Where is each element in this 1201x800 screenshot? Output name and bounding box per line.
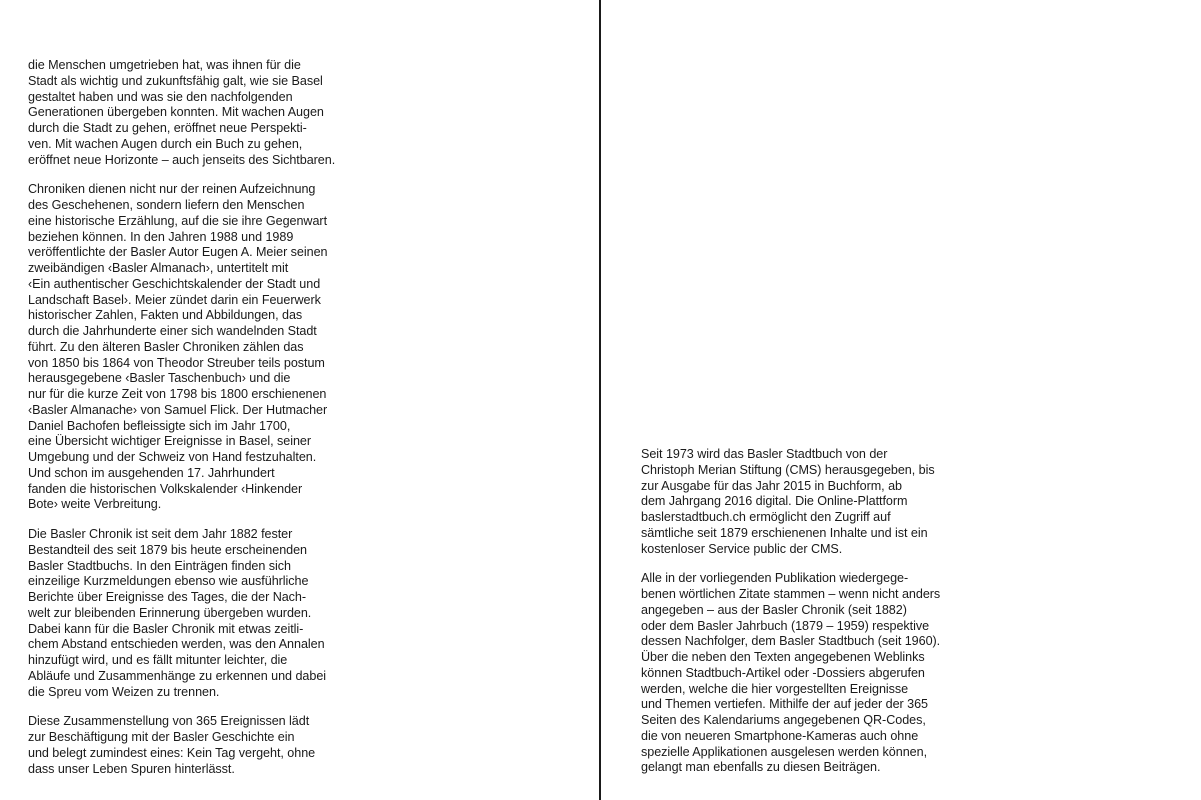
text-line: oder dem Basler Jahrbuch (1879 – 1959) respektive <box>641 618 930 633</box>
paragraph <box>28 714 358 777</box>
text-line: Daniel Bachofen befleissigte sich im Jahr 1700, <box>28 418 291 433</box>
text-line: eine Übersicht wichtiger Ereignisse in Basel, seiner <box>28 434 311 449</box>
text-line: zur Beschäftigung mit der Basler Geschichte ein <box>28 730 295 744</box>
paragraph <box>28 182 358 513</box>
text-line: dessen Nachfolger, dem Basler Stadtbuch (seit 1960). <box>641 634 941 649</box>
text-line: Abläufe und Zusammenhänge zu erkennen und dabei <box>28 668 327 683</box>
paragraph <box>641 571 971 776</box>
text-line: welt zur bleibenden Erinnerung übergeben wurden. <box>28 605 312 620</box>
text-line: durch die Stadt zu gehen, eröffnet neue Perspekti- <box>28 121 307 135</box>
text-line: werden, welche die hier vorgestellten Ereignisse <box>641 681 909 696</box>
text-line: Diese Zusammenstellung von 365 Ereignissen lädt <box>28 714 310 729</box>
text-line: veröffentlichte der Basler Autor Eugen A. Meier seinen <box>28 245 328 260</box>
text-line: ven. Mit wachen Augen durch ein Buch zu gehen, <box>28 136 303 151</box>
text-line: eröffnet neue Horizonte – auch jenseits des Sichtbaren. <box>28 152 336 167</box>
text-line: gelangt man ebenfalls zu diesen Beiträgen. <box>641 760 881 775</box>
text-line: zweibändigen ‹Basler Almanach›, untertitelt mit <box>28 261 289 275</box>
text-line: Stadt als wichtig und zukunftsfähig galt, wie sie Basel <box>28 73 323 88</box>
right-page <box>602 0 1201 800</box>
paragraph <box>28 58 358 168</box>
text-line: chem Abstand entschieden werden, was den Annalen <box>28 637 325 652</box>
text-line: führt. Zu den älteren Basler Chroniken zählen das <box>28 339 304 354</box>
text-line: ‹Ein authentischer Geschichtskalender der Stadt und <box>28 276 321 291</box>
paragraph <box>641 447 971 557</box>
text-line: Dabei kann für die Basler Chronik mit etwas zeitli- <box>28 621 304 636</box>
text-line: einzeilige Kurzmeldungen ebenso wie ausführliche <box>28 574 309 589</box>
text-line: gestaltet haben und was sie den nachfolgenden <box>28 89 293 104</box>
text-line: nur für die kurze Zeit von 1798 bis 1800 erschienenen <box>28 387 327 401</box>
text-line: des Geschehenen, sondern liefern den Menschen <box>28 198 305 212</box>
text-line: die Spreu vom Weizen zu trennen. <box>28 684 220 699</box>
text-line: Und schon im ausgehenden 17. Jahrhundert <box>28 465 275 480</box>
text-line: Berichte über Ereignisse des Tages, die der Nach- <box>28 590 307 604</box>
text-line: herausgegebene ‹Basler Taschenbuch› und die <box>28 371 291 386</box>
text-line: und Themen vertiefen. Mithilfe der auf jeder der 365 <box>641 697 928 712</box>
left-text-column <box>28 58 358 791</box>
text-line: dass unser Leben Spuren hinterlässt. <box>28 761 235 776</box>
text-line: sämtliche seit 1879 erschienenen Inhalte und ist ein <box>641 525 928 540</box>
text-line: die von neueren Smartphone-Kameras auch ohne <box>641 728 919 743</box>
text-line: kostenloser Service public der CMS. <box>641 541 843 556</box>
text-line: Umgebung und der Schweiz von Hand festzuhalten. <box>28 450 317 464</box>
left-page <box>0 0 599 800</box>
text-line: die Menschen umgetrieben hat, was ihnen für die <box>28 58 301 72</box>
text-line: spezielle Applikationen ausgelesen werden können, <box>641 744 928 759</box>
text-line: Seiten des Kalendariums angegebenen QR-Codes, <box>641 713 926 727</box>
text-line: Christoph Merian Stiftung (CMS) herausgegeben, bis <box>641 462 935 477</box>
text-line: Landschaft Basel›. Meier zündet darin ein Feuerwerk <box>28 292 321 307</box>
text-line: dem Jahrgang 2016 digital. Die Online-Plattform <box>641 494 908 509</box>
text-line: von 1850 bis 1864 von Theodor Streuber teils postum <box>28 355 325 370</box>
text-line: historischer Zahlen, Fakten und Abbildungen, das <box>28 308 303 323</box>
paragraph <box>28 527 358 700</box>
text-line: zur Ausgabe für das Jahr 2015 in Buchform, ab <box>641 478 902 493</box>
text-line: Die Basler Chronik ist seit dem Jahr 1882 fester <box>28 527 293 541</box>
text-line: Alle in der vorliegenden Publikation wiedergege- <box>641 571 909 586</box>
text-line: Generationen übergeben konnten. Mit wachen Augen <box>28 105 324 120</box>
text-line: Seit 1973 wird das Basler Stadtbuch von der <box>641 447 888 461</box>
text-line: können Stadtbuch-Artikel oder -Dossiers abgerufen <box>641 665 925 680</box>
text-line: Über die neben den Texten angegebenen Weblinks <box>641 650 925 664</box>
text-line: angegeben – aus der Basler Chronik (seit 1882) <box>641 602 907 617</box>
text-line: Bestandteil des seit 1879 bis heute erscheinenden <box>28 542 308 557</box>
text-line: eine historische Erzählung, auf die sie ihre Gegenwart <box>28 213 328 228</box>
text-line: benen wörtlichen Zitate stammen – wenn nicht anders <box>641 587 941 601</box>
text-line: durch die Jahrhunderte einer sich wandelnden Stadt <box>28 324 317 338</box>
text-line: Basler Stadtbuchs. In den Einträgen finden sich <box>28 558 291 573</box>
text-line: beziehen können. In den Jahren 1988 und 1989 <box>28 229 294 244</box>
text-line: und belegt zumindest eines: Kein Tag vergeht, ohne <box>28 745 316 760</box>
text-line: baslerstadtbuch.ch ermöglicht den Zugriff auf <box>641 510 891 524</box>
text-line: hinzufügt wird, und es fällt mitunter leichter, die <box>28 653 288 667</box>
text-line: Chroniken dienen nicht nur der reinen Aufzeichnung <box>28 182 316 197</box>
right-text-column <box>641 447 971 790</box>
page-gutter-divider <box>599 0 601 800</box>
text-line: fanden die historischen Volkskalender ‹Hinkender <box>28 481 303 496</box>
text-line: Bote› weite Verbreitung. <box>28 497 162 512</box>
text-line: ‹Basler Almanache› von Samuel Flick. Der Hutmacher <box>28 402 328 417</box>
